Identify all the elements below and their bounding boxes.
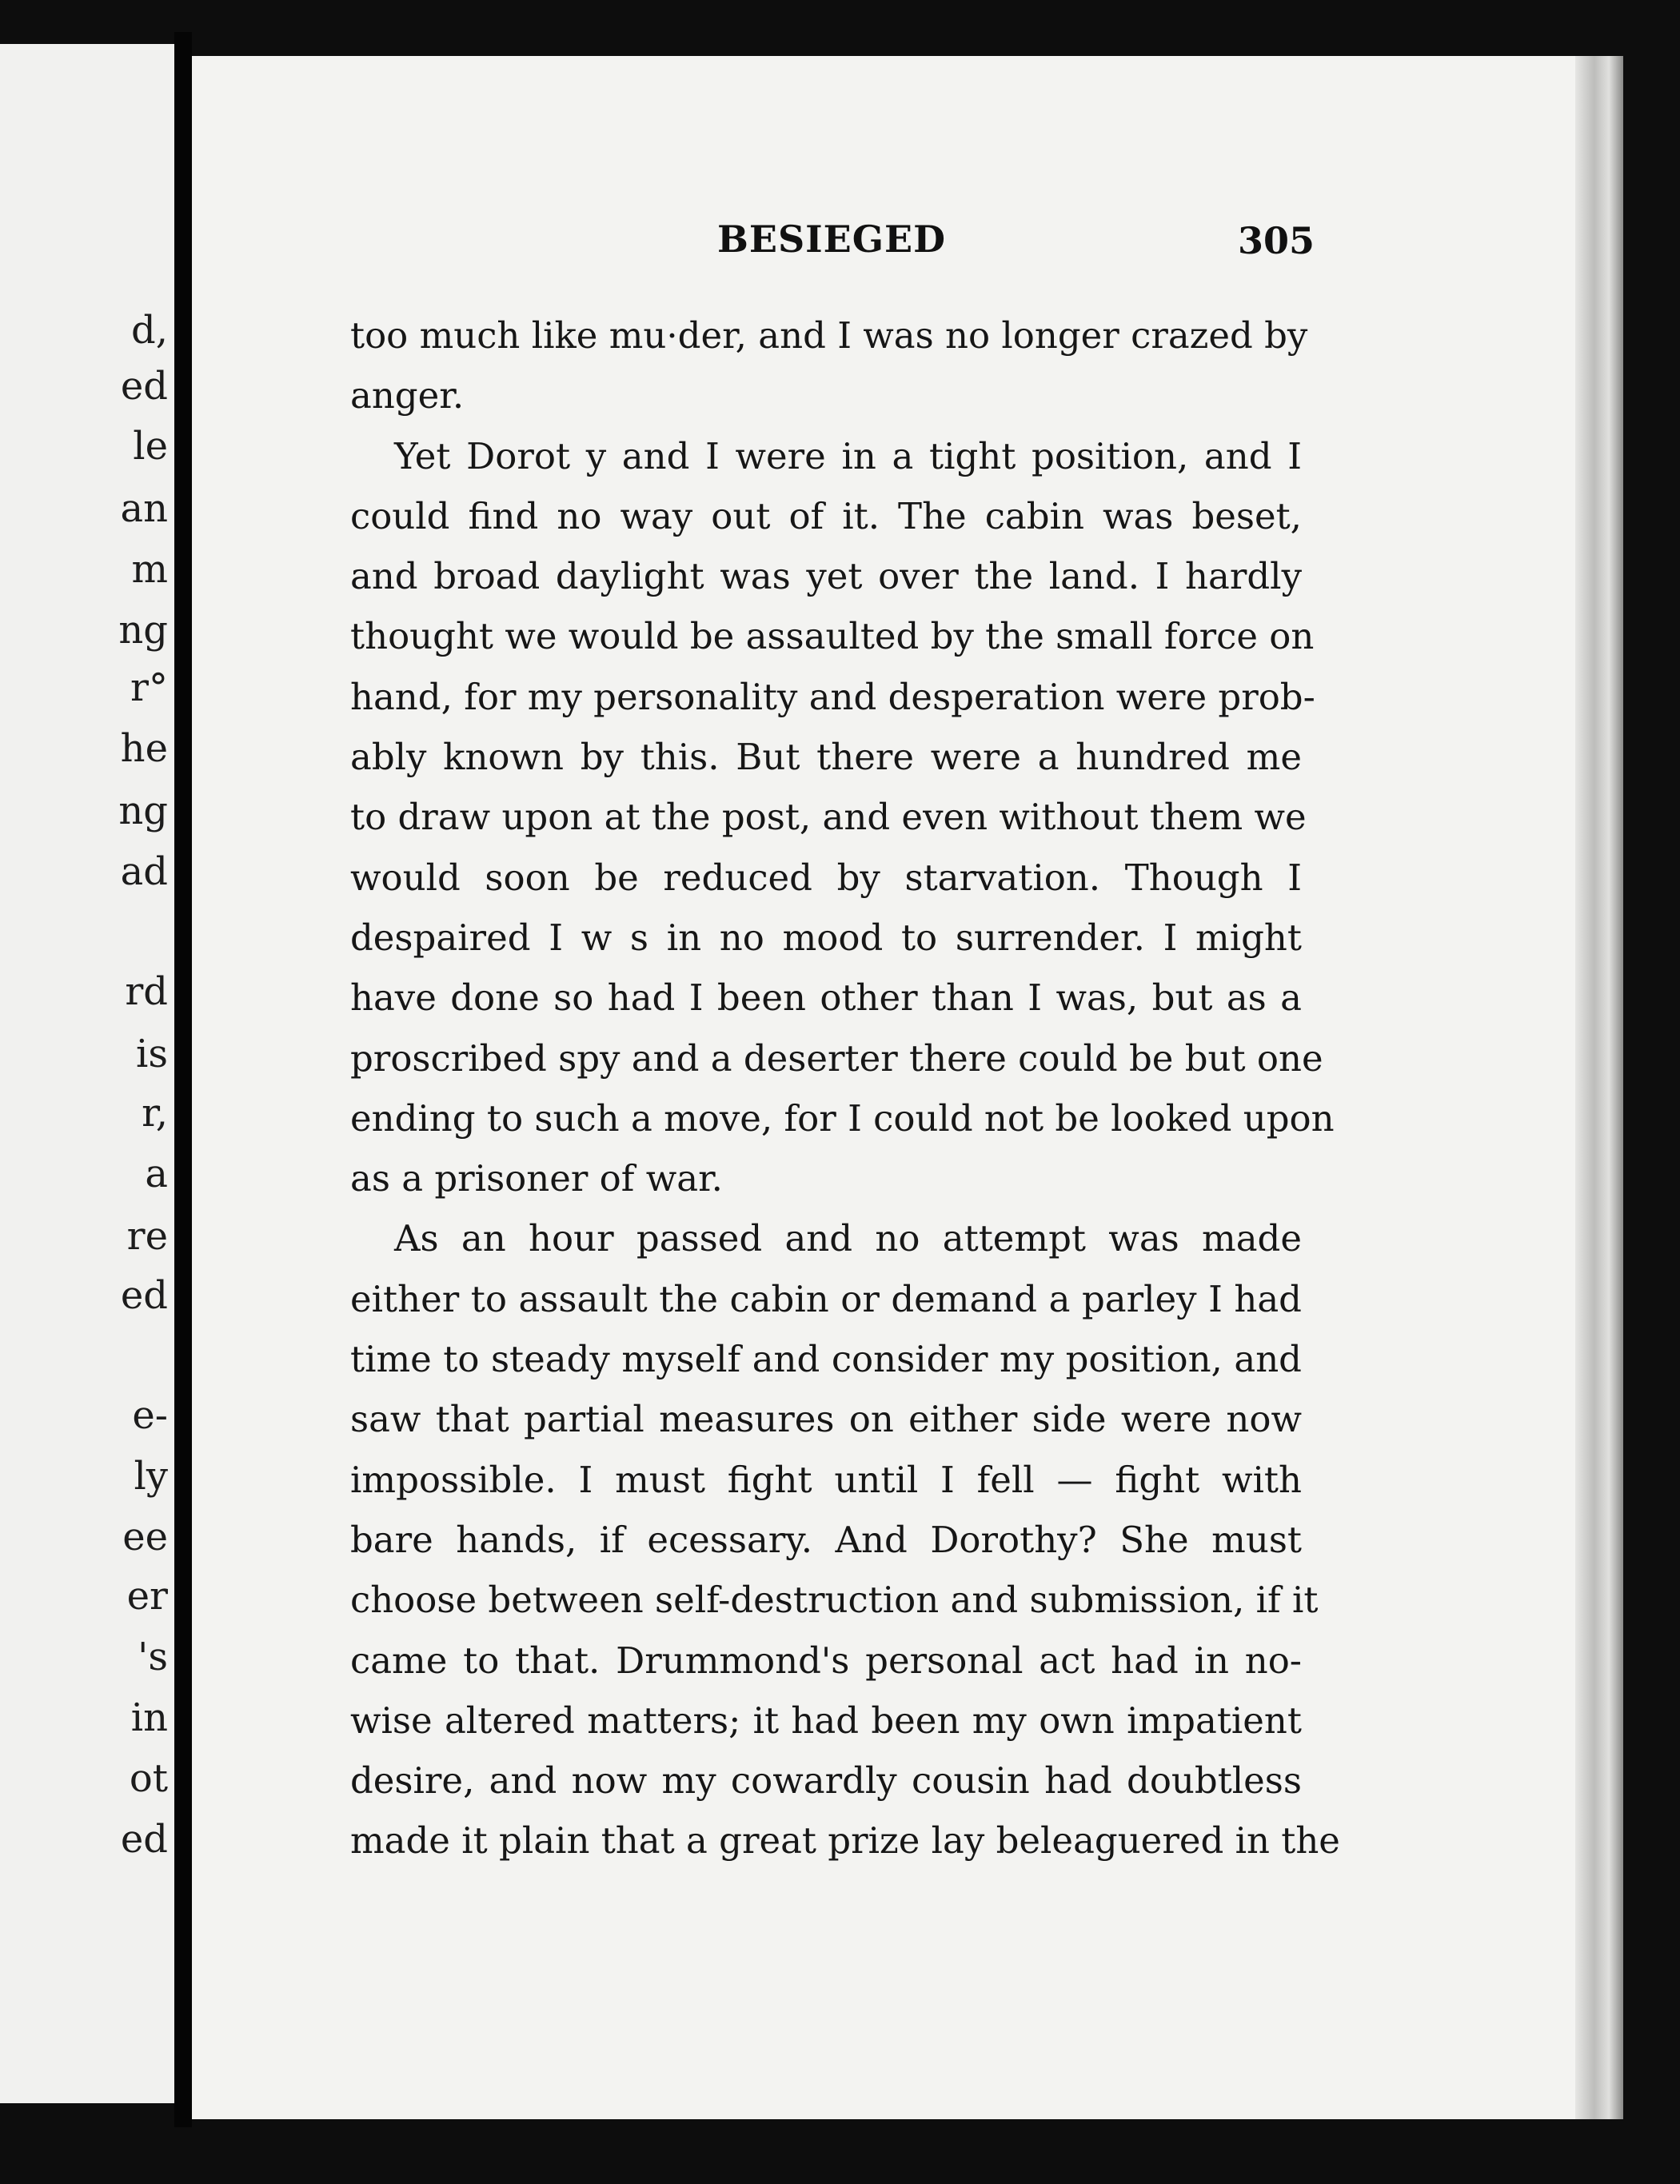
facing-page-text-fragment: er (126, 1574, 168, 1619)
facing-page-text-fragment: m (131, 547, 168, 592)
text-line: ably known by this. But there were a hundred me (350, 736, 1302, 779)
facing-page-text-fragment: in (130, 1695, 168, 1740)
text-line: bare hands, if ecessary. And Dorothy? She must (350, 1518, 1302, 1561)
facing-page-text-fragment: is (136, 1032, 168, 1076)
text-line: thought we would be assaulted by the small force on (350, 615, 1315, 658)
book-gutter (174, 32, 192, 2127)
text-line: Yet Dorot y and I were in a tight position, and I (394, 434, 1302, 477)
text-line: ending to such a move, for I could not be looked upon (350, 1096, 1335, 1140)
text-line: to draw upon at the post, and even without them we (350, 796, 1307, 839)
facing-page-text-fragment: re (126, 1214, 168, 1259)
text-line: despaired I w s in no mood to surrender. I might (350, 916, 1302, 959)
facing-page-text-fragment: ng (118, 608, 168, 653)
facing-page-text-fragment: an (120, 486, 168, 531)
text-line: could find no way out of it. The cabin was beset, (350, 494, 1302, 537)
page-edge-shadow (1575, 56, 1623, 2119)
text-line: As an hour passed and no attempt was made (394, 1217, 1302, 1260)
facing-page-text-fragment: ed (120, 1817, 168, 1862)
text-line: hand, for my personality and desperation were prob- (350, 675, 1315, 718)
text-line: proscribed spy and a deserter there could be but one (350, 1036, 1323, 1080)
facing-page-text-fragment: le (133, 424, 168, 469)
text-line: would soon be reduced by starvation. Though I (350, 856, 1302, 899)
text-line: made it plain that a great prize lay beleaguered in the (350, 1819, 1340, 1863)
text-line: saw that partial measures on either side were now (350, 1398, 1302, 1441)
text-line: as a prisoner of war. (350, 1157, 723, 1200)
text-line: anger. (350, 374, 465, 417)
facing-page-text-fragment: ed (120, 364, 168, 409)
text-line: time to steady myself and consider my position, and (350, 1338, 1302, 1381)
text-line: came to that. Drummond's personal act had in no- (350, 1639, 1302, 1682)
body-text (350, 305, 1340, 1871)
text-line: choose between self-destruction and submission, if it (350, 1579, 1319, 1622)
facing-page-text-fragment: d, (131, 308, 168, 353)
text-line: and broad daylight was yet over the land. I hardly (350, 555, 1302, 598)
facing-page-text-fragment: ad (120, 849, 168, 894)
page-number: 305 (1238, 219, 1315, 262)
facing-page-text-fragment: he (120, 726, 168, 771)
facing-page-text-fragment: ed (120, 1273, 168, 1318)
text-line: have done so had I been other than I was, but as a (350, 976, 1302, 1020)
facing-page-text-fragment: rd (125, 969, 168, 1014)
running-title: BESIEGED (717, 218, 946, 261)
text-line: either to assault the cabin or demand a parley I had (350, 1277, 1302, 1320)
facing-page-text-fragment: r, (142, 1091, 168, 1136)
facing-page-text-fragment: ee (122, 1515, 168, 1559)
facing-page-text-fragment: r° (130, 665, 168, 710)
facing-page-text-fragment: e- (132, 1393, 168, 1438)
text-line: too much like mu·der, and I was no longer crazed by (350, 314, 1308, 357)
facing-page-text-fragment: a (145, 1152, 168, 1196)
facing-page-text-fragment: ot (129, 1756, 168, 1801)
facing-page-text-fragment: ng (118, 789, 168, 833)
text-line: desire, and now my cowardly cousin had doubtless (350, 1759, 1302, 1803)
facing-page (0, 44, 174, 2103)
facing-page-text-fragment: 's (138, 1635, 168, 1679)
text-line: impossible. I must fight until I fell — fight with (350, 1458, 1302, 1501)
facing-page-text-fragment: ly (134, 1454, 168, 1499)
text-line: wise altered matters; it had been my own impatient (350, 1699, 1302, 1742)
